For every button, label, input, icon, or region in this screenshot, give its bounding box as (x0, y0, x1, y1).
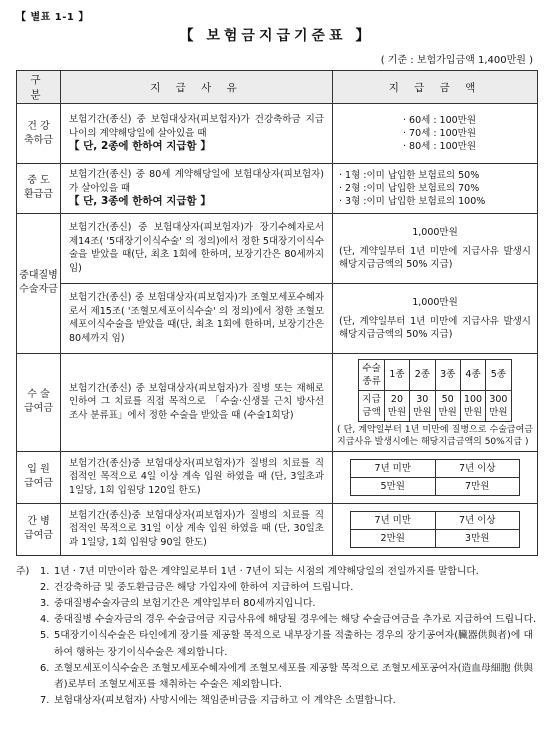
footnote-text: 조혈모세포이식수술은 조혈모세포수혜자에게 조혈모세포를 제공할 목적으로 조혈모세포공여자(造血母細胞 供與者)로부터 조혈모세포를 채취하는 수술은 제외합니다. (54, 662, 534, 690)
amount-cell (333, 503, 538, 555)
footnote-item (16, 580, 537, 596)
table-row (17, 104, 538, 164)
footnote-number: 1. (40, 565, 50, 577)
footnote-text: 보험대상자(피보험자) 사망시에는 책임준비금을 지급하고 이 계약은 소멸합니다. (54, 695, 396, 707)
reason-text: 보험기간(종신) 중 보험대상자(피보험자)가 건강축하금 지급나이의 계약해당일에 살아있을 때 (69, 114, 324, 139)
reason-text: 보험기간(종신)중 보험대상자(피보험자)가 질병의 치료를 직접적인 목적으로 4일 이상 계속 입원 하였을 때 (단, 3일초과 1일당, 1회 입원당 120일 한도) (69, 457, 324, 496)
amount-cell (333, 164, 538, 214)
amount-note: ( 단, 계약일부터 1년 미만에 질병으로 수술급여금 지급사유 발생시에는 해당지급금액의 50%지급 ) (337, 424, 533, 447)
footnote-item (16, 564, 537, 580)
header-amount: 지 급 금 액 (333, 71, 538, 104)
period-amount: 3만원 (435, 529, 520, 547)
footnote-number: 7. (40, 695, 50, 707)
period-label: 7년 이상 (435, 459, 520, 477)
category-cell (17, 164, 61, 214)
footnote-number: 4. (40, 614, 50, 626)
surgery-class: 3종 (435, 359, 460, 390)
table-row (17, 213, 538, 283)
table-header-row (17, 71, 538, 104)
surgery-pay: 30 만원 (410, 390, 435, 421)
table-row (17, 353, 538, 451)
reason-condition: 【 단, 3종에 한하여 지급함 】 (69, 195, 211, 207)
table-row (17, 283, 538, 353)
category-cell (17, 353, 61, 451)
period-label: 7년 미만 (351, 511, 436, 529)
footnote-number: 3. (40, 597, 50, 609)
period-amount: 5만원 (351, 477, 436, 495)
period-label: 7년 이상 (435, 511, 520, 529)
reason-condition: 【 단, 2종에 한하여 지급함 】 (69, 140, 211, 153)
amount-line: · 80세 : 100만원 (403, 141, 477, 152)
benefit-table (16, 70, 538, 556)
category-label: 중대질병 수술자금 (19, 270, 58, 295)
surgery-class: 5종 (486, 359, 511, 390)
footnote-text: 중대질병수술자금의 보험기간은 계약일부터 80세까지입니다. (54, 597, 316, 609)
surgery-pay: 20 만원 (384, 390, 409, 421)
reason-cell (61, 353, 333, 451)
surgery-class: 1종 (384, 359, 409, 390)
footnotes (16, 564, 537, 710)
footnote-mark: 주) (16, 565, 30, 577)
category-label: 중 도 환급금 (24, 175, 53, 201)
footnote-text: 5대장기이식수술은 타인에게 장기를 제공할 목적으로 내부장기를 적출하는 경우의 장기공여자(臟器供與者)에 대하여 행하는 장기이식수술은 제외합니다. (54, 630, 533, 658)
reason-cell (61, 283, 333, 353)
footnote-number: 5. (40, 630, 50, 642)
amount-cell (333, 283, 538, 353)
reason-cell (61, 104, 333, 164)
surgery-pay: 300 만원 (486, 390, 511, 421)
table-row (17, 451, 538, 503)
surgery-class-label: 수술 종류 (359, 359, 384, 390)
surgery-class: 2종 (410, 359, 435, 390)
header-reason: 지 급 사 유 (61, 71, 333, 104)
amount-line: · 1형 :이미 납입한 보험료의 50% (339, 169, 480, 181)
category-label: 간 병 급여금 (24, 516, 53, 541)
amount-line: · 2형 :이미 납입한 보험료의 70% (339, 182, 480, 194)
amount-main: 1,000만원 (412, 226, 458, 238)
category-label: 건 강 축하금 (24, 120, 53, 146)
surgery-pay: 50 만원 (435, 390, 460, 421)
period-label: 7년 미만 (351, 459, 436, 477)
footnote-text: 건강축하금 및 중도환급금은 해당 가입자에 한하여 지급하여 드립니다. (54, 581, 354, 593)
page-title: 【 보험금지급기준표 】 (179, 28, 374, 44)
reason-cell (61, 164, 333, 214)
category-label: 입 원 급여금 (24, 464, 53, 489)
reason-cell (61, 451, 333, 503)
category-cell (17, 104, 61, 164)
footnote-item (16, 596, 537, 612)
amount-cell (333, 104, 538, 164)
category-label: 수 술 급여금 (24, 389, 53, 414)
reason-text: 보험기간(종신)중 보험대상자(피보험자)가 질병의 치료를 직접적인 목적으로 31일 이상 계속 입원 하였을 때 (단, 30일초과 1일당, 1회 입원당 90일 한도) (69, 509, 324, 548)
header-category: 구 분 (17, 71, 61, 104)
category-cell (17, 451, 61, 503)
reason-cell (61, 213, 333, 283)
footnote-number: 2. (40, 581, 50, 593)
reason-text: 보험기간(종신) 중 보험대상자(피보험자)가 질병 또는 재해로 인하여 그 치료를 직접 목적으로 「수술·신생물 근치 방사선 조사 분류표」에서 정한 수술을 받았을 때 (수술1회당) (69, 382, 324, 421)
amount-note: (단, 계약일부터 1년 미만에 지급사유 발생시 해당지급금액의 50% 지급) (339, 315, 531, 340)
amount-cell (333, 451, 538, 503)
surgery-amount-table (358, 359, 511, 422)
amount-main: 1,000만원 (412, 296, 458, 308)
amount-line: · 3형 :이미 납입한 보험료의 100% (339, 195, 486, 207)
footnote-item (16, 661, 537, 693)
surgery-pay: 100 만원 (460, 390, 485, 421)
footnote-item (16, 628, 537, 660)
amount-note: (단, 계약일부터 1년 미만에 지급사유 발생시 해당지급금액의 50% 지급) (339, 245, 531, 270)
surgery-class-row (359, 359, 511, 390)
category-cell (17, 503, 61, 555)
period-amount: 2만원 (351, 529, 436, 547)
amount-line: · 60세 : 100만원 (403, 115, 477, 126)
basis-note: ( 기준 : 보험가입금액 1,400만원 ) (380, 55, 533, 66)
nursing-amount-table (350, 511, 520, 548)
reason-cell (61, 503, 333, 555)
footnote-text: 중대질병 수술자금의 경우 수술급여금 지급사유에 해당될 경우에는 해당 수술급여금을 추가로 지급하여 드립니다. (54, 614, 537, 626)
category-cell (17, 213, 61, 353)
surgery-class: 4종 (460, 359, 485, 390)
footnote-item (16, 612, 537, 628)
amount-cell (333, 213, 538, 283)
reason-text: 보험기간(종신) 중 보험대상자(피보험자)가 조혈모세포수혜자로서 제15조( '조혈모세포이식수술' 의 정의)에서 정한 조혈모세포이식수술을 받았을 때(단, 최초 1회에 한하며, 보장기간은 80세까지 임) (69, 292, 324, 344)
table-row (17, 164, 538, 214)
reason-text: 보험기간(종신) 중 보험대상자(피보험자)가 장기수혜자로서 제14조( '5대장기이식수술' 의 정의)에서 정한 5대장기이식수술을 받았을 때(단, 최초 1회에 한하며, 보장기간은 80세까지 임) (69, 222, 324, 274)
reason-text: 보험기간(종신) 중 80세 계약해당일에 보험대상자(피보험자)가 살아있을 때 (69, 169, 324, 194)
inpatient-amount-table (350, 459, 520, 496)
amount-cell (333, 353, 538, 451)
footnote-number: 6. (40, 662, 50, 674)
footnote-text: 1년 · 7년 미만이라 함은 계약일로부터 1년 · 7년이 되는 시점의 계약해당일의 전일까지를 말합니다. (54, 565, 479, 577)
appendix-tag: 【 별표 1-1 】 (16, 12, 89, 23)
period-amount: 7만원 (435, 477, 520, 495)
surgery-pay-label: 지급 금액 (359, 390, 384, 421)
table-row (17, 503, 538, 555)
surgery-pay-row (359, 390, 511, 421)
footnote-item (16, 693, 537, 709)
amount-line: · 70세 : 100만원 (403, 128, 477, 139)
